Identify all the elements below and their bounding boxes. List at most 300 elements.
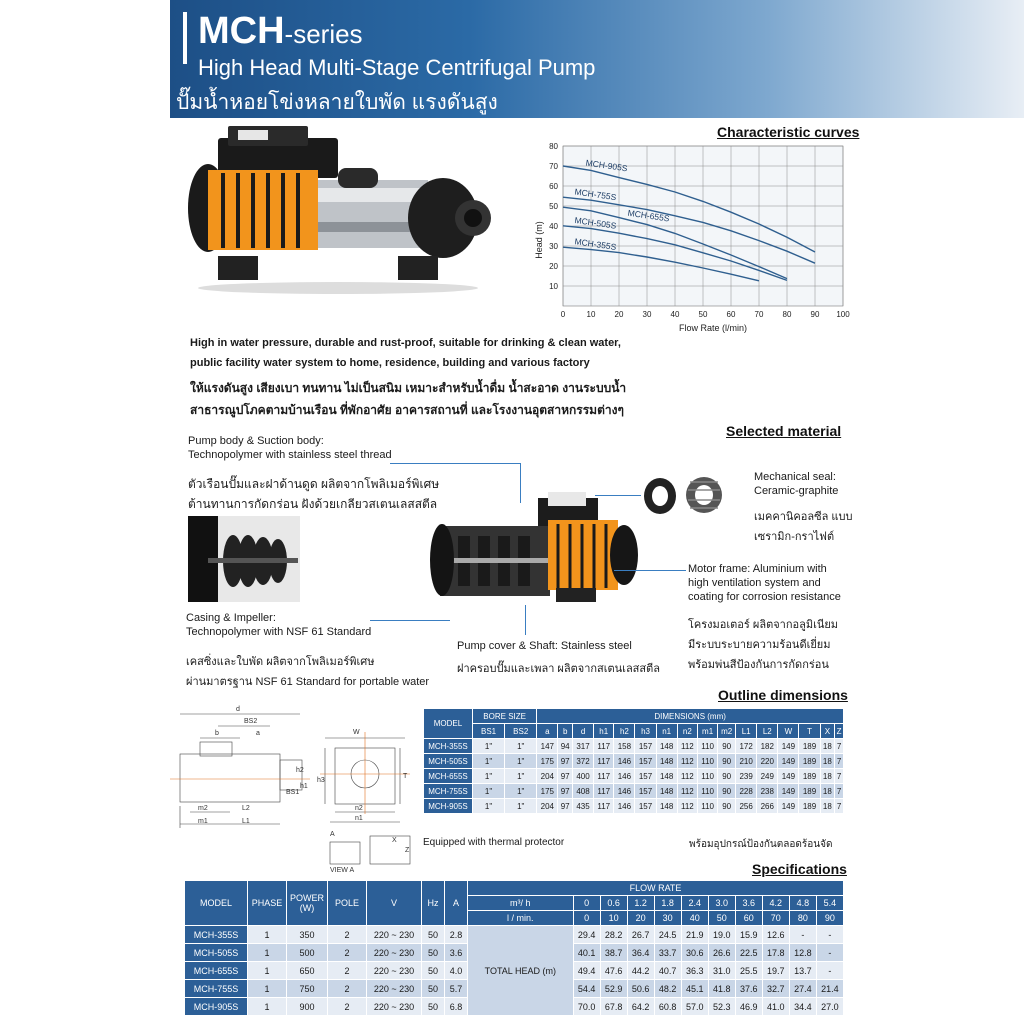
cover-thai: ฝาครอบปั๊มและเพลา ผลิตจากสเตนเลสสตีล (457, 663, 660, 675)
spec-head-cell: 27.4 (789, 980, 816, 998)
dim-label-n2: n2 (355, 805, 363, 812)
spec-head-cell: 38.7 (600, 944, 627, 962)
dim-cell: 117 (594, 739, 614, 754)
callout-line-seal (595, 495, 641, 496)
dim-cell: 1" (505, 784, 537, 799)
view-a-label: VIEW A (330, 867, 355, 874)
spec-lmin-cell: 90 (816, 911, 843, 926)
spec-head-cell: - (816, 962, 843, 980)
dim-cell: 7 (835, 754, 844, 769)
dim-cell: 110 (697, 739, 717, 754)
chart-y-label: Head (m) (534, 221, 544, 259)
spec-head-cell: 64.2 (627, 998, 654, 1016)
x-tick-label: 40 (670, 310, 680, 319)
x-tick-label: 90 (810, 310, 820, 319)
spec-h-a: A (445, 881, 468, 926)
spec-m3h-cell: 3.6 (735, 896, 762, 911)
dim-h-bore: BORE SIZE (473, 709, 537, 724)
thermal-note-english: Equipped with thermal protector (423, 837, 565, 848)
dim-cell: 18 (820, 754, 835, 769)
spec-lmin-cell: 50 (708, 911, 735, 926)
dim-cell: 372 (572, 754, 593, 769)
dim-cell: 146 (614, 754, 635, 769)
pump-body-th1: ตัวเรือนปั๊มและฝาด้านดูด ผลิตจากโพลิเมอร์พิเศษ (188, 477, 440, 491)
dim-cell: 7 (835, 784, 844, 799)
spec-pole-cell: 2 (328, 926, 367, 944)
spec-head-cell: 31.0 (708, 962, 735, 980)
dim-cell: 7 (835, 799, 844, 814)
dim-cell: 239 (736, 769, 757, 784)
dim-cell: 149 (778, 784, 799, 799)
y-tick-label: 20 (549, 262, 558, 271)
spec-pole-cell: 2 (328, 980, 367, 998)
dim-h-model: MODEL (424, 709, 473, 739)
dim-cell: 317 (572, 739, 593, 754)
series-label: MCH-755S (573, 186, 617, 203)
motor-en2: high ventilation system and (688, 577, 821, 589)
callout-line-cover (525, 605, 526, 635)
dim-col-n1: n1 (656, 724, 677, 739)
spec-head-cell: 25.5 (735, 962, 762, 980)
dim-col-l2: L2 (757, 724, 778, 739)
dim-cell: 148 (656, 769, 677, 784)
spec-head-cell: 34.4 (789, 998, 816, 1016)
intro-english (190, 333, 621, 373)
table-row (185, 926, 844, 944)
spec-head-cell: 26.6 (708, 944, 735, 962)
spec-m3h-cell: 1.8 (654, 896, 681, 911)
dim-cell: 112 (677, 784, 697, 799)
spec-head-cell: 50.6 (627, 980, 654, 998)
spec-phase-cell: 1 (248, 944, 287, 962)
pump-cutaway-image (428, 488, 640, 616)
dim-label-x: X (392, 837, 397, 844)
dim-col-h1: h1 (594, 724, 614, 739)
callout-line-motor (614, 570, 686, 571)
dim-cell: 1" (505, 769, 537, 784)
dim-cell: 112 (677, 754, 697, 769)
dim-label-h1: h1 (300, 783, 308, 790)
dim-col-h2: h2 (614, 724, 635, 739)
dim-cell: 148 (656, 799, 677, 814)
dim-cell: 172 (736, 739, 757, 754)
header-accent-bar (183, 12, 187, 64)
seal-en2: Ceramic-graphite (754, 485, 839, 497)
spec-lmin-cell: 70 (762, 911, 789, 926)
spec-m3h-cell: 3.0 (708, 896, 735, 911)
spec-m3h-cell: 1.2 (627, 896, 654, 911)
spec-a-cell: 5.7 (445, 980, 468, 998)
characteristic-chart (528, 140, 848, 340)
dim-cell: 157 (635, 754, 656, 769)
dim-col-bs1: BS1 (473, 724, 505, 739)
spec-phase-cell: 1 (248, 980, 287, 998)
dim-cell: 157 (635, 799, 656, 814)
dim-label-m1: m1 (198, 818, 208, 825)
dim-col-bs2: BS2 (505, 724, 537, 739)
seal-callout (754, 470, 838, 498)
spec-head-cell: 21.4 (816, 980, 843, 998)
spec-pole-cell: 2 (328, 944, 367, 962)
thermal-note-thai: พร้อมอุปกรณ์ป้องกันตลอดร้อนจัด (689, 839, 833, 850)
outline-dimensions-title: Outline dimensions (718, 687, 848, 703)
casing-th1: เคสซิ่งและใบพัด ผลิตจากโพลิเมอร์พิเศษ (186, 656, 375, 668)
dim-col-l1: L1 (736, 724, 757, 739)
spec-phase-cell: 1 (248, 998, 287, 1016)
motor-en1: Motor frame: Aluminium with (688, 563, 827, 575)
casing-th2: ผ่านมาตรฐาน NSF 61 Standard for portable water (186, 676, 430, 688)
dim-cell: 189 (799, 739, 820, 754)
dim-cell: 110 (697, 799, 717, 814)
dim-cell: 220 (757, 754, 778, 769)
spec-hz-cell: 50 (422, 944, 445, 962)
spec-head-cell: 19.7 (762, 962, 789, 980)
dim-label-n1: n1 (355, 815, 363, 822)
spec-hz-cell: 50 (422, 998, 445, 1016)
dim-col-x: X (820, 724, 835, 739)
spec-power-cell: 750 (287, 980, 328, 998)
dim-cell: 400 (572, 769, 593, 784)
dim-col-z: Z (835, 724, 844, 739)
spec-m3h-cell: 4.8 (789, 896, 816, 911)
cover-callout: Pump cover & Shaft: Stainless steel (457, 640, 632, 652)
dim-cell: 1" (473, 739, 505, 754)
dim-cell: 1" (505, 739, 537, 754)
dim-label-bs2: BS2 (244, 718, 258, 725)
motor-th3: พร้อมพ่นสีป้องกันการกัดกร่อน (688, 659, 829, 671)
series-label: MCH-905S (585, 157, 629, 174)
spec-power-cell: 900 (287, 998, 328, 1016)
spec-head-cell: 67.8 (600, 998, 627, 1016)
x-tick-label: 70 (754, 310, 764, 319)
spec-head-cell: 37.6 (735, 980, 762, 998)
pump-body-thai (188, 474, 439, 514)
spec-lmin-cell: 30 (654, 911, 681, 926)
spec-unit-lmin: l / min. (468, 911, 574, 926)
x-tick-label: 20 (614, 310, 624, 319)
dim-cell: 18 (820, 784, 835, 799)
dim-col-d: d (572, 724, 593, 739)
spec-lmin-cell: 40 (681, 911, 708, 926)
dim-label-a-arrow: A (330, 831, 335, 838)
dim-label-bs1: BS1 (286, 789, 300, 796)
table-row (424, 769, 844, 784)
dim-label-l1: L1 (242, 818, 250, 825)
spec-pole-cell: 2 (328, 998, 367, 1016)
spec-m3h-cell: 0.6 (600, 896, 627, 911)
dim-cell: 110 (697, 754, 717, 769)
dim-cell: 157 (635, 769, 656, 784)
mechanical-seal-photo (640, 470, 730, 520)
intro-thai-line2: สาธารณูปโภคตามบ้านเรือน ที่พักอาศัย อาคารสถานที่ และโรงงานอุตสาหกรรมต่างๆ (190, 403, 624, 417)
casing-en2: Technopolymer with NSF 61 Standard (186, 626, 372, 638)
spec-lmin-cell: 20 (627, 911, 654, 926)
dim-cell: 146 (614, 799, 635, 814)
spec-head-cell: 52.3 (708, 998, 735, 1016)
spec-head-cell: - (789, 926, 816, 944)
spec-power-cell: 350 (287, 926, 328, 944)
dim-label-h2: h2 (296, 767, 304, 774)
dim-col-t: T (799, 724, 820, 739)
dim-model-cell: MCH-905S (424, 799, 473, 814)
spec-head-cell: 47.6 (600, 962, 627, 980)
spec-h-pole: POLE (328, 881, 367, 926)
spec-v-cell: 220 ~ 230 (367, 944, 422, 962)
spec-h-model: MODEL (185, 881, 248, 926)
dim-cell: 90 (718, 769, 736, 784)
impeller-photo (188, 516, 300, 602)
spec-head-cell: 40.7 (654, 962, 681, 980)
dim-model-cell: MCH-655S (424, 769, 473, 784)
dim-cell: 18 (820, 769, 835, 784)
spec-phase-cell: 1 (248, 926, 287, 944)
spec-head-cell: 36.4 (627, 944, 654, 962)
y-tick-label: 60 (549, 182, 558, 191)
dim-cell: 117 (594, 769, 614, 784)
seal-th2: เซรามิก-กราไฟต์ (754, 531, 835, 543)
spec-head-cell: 15.9 (735, 926, 762, 944)
dim-cell: 157 (635, 739, 656, 754)
dim-col-h3: h3 (635, 724, 656, 739)
y-tick-label: 10 (549, 282, 558, 291)
spec-head-cell: 17.8 (762, 944, 789, 962)
x-tick-label: 10 (586, 310, 596, 319)
dim-cell: 97 (558, 799, 573, 814)
dim-cell: 148 (656, 784, 677, 799)
spec-m3h-cell: 0 (573, 896, 600, 911)
series-label: MCH-655S (627, 207, 671, 224)
spec-v-cell: 220 ~ 230 (367, 998, 422, 1016)
series-label: MCH-355S (573, 236, 617, 252)
dim-cell: 112 (677, 739, 697, 754)
dim-cell: 148 (656, 739, 677, 754)
dim-col-m2: m2 (718, 724, 736, 739)
dim-col-w: W (778, 724, 799, 739)
dim-cell: 97 (558, 754, 573, 769)
callout-line-casing (370, 620, 450, 621)
spec-lmin-cell: 10 (600, 911, 627, 926)
y-tick-label: 40 (549, 222, 558, 231)
dim-cell: 112 (677, 769, 697, 784)
spec-model-cell: MCH-355S (185, 926, 248, 944)
dim-cell: 149 (778, 754, 799, 769)
dim-label-m2: m2 (198, 805, 208, 812)
intro-thai-line1: ให้แรงดันสูง เสียงเบา ทนทาน ไม่เป็นสนิม เหมาะสำหรับน้ำดื่ม น้ำสะอาด งานระบบน้ำ (190, 381, 627, 395)
dim-cell: 149 (778, 769, 799, 784)
x-tick-label: 50 (698, 310, 708, 319)
spec-head-cell: 29.4 (573, 926, 600, 944)
dim-cell: 97 (558, 784, 573, 799)
spec-head-cell: 27.0 (816, 998, 843, 1016)
spec-v-cell: 220 ~ 230 (367, 962, 422, 980)
spec-hz-cell: 50 (422, 962, 445, 980)
dim-cell: 112 (677, 799, 697, 814)
dim-cell: 147 (537, 739, 558, 754)
spec-lmin-cell: 80 (789, 911, 816, 926)
dim-cell: 146 (614, 769, 635, 784)
dim-label-b: b (215, 730, 219, 737)
dim-cell: 18 (820, 739, 835, 754)
spec-table-body (185, 926, 844, 1016)
spec-head-cell: 12.8 (789, 944, 816, 962)
spec-head-cell: 28.2 (600, 926, 627, 944)
dim-cell: 189 (799, 754, 820, 769)
spec-head-cell: 26.7 (627, 926, 654, 944)
dim-table-header-row1 (424, 709, 844, 724)
y-tick-label: 30 (549, 242, 558, 251)
dim-cell: 408 (572, 784, 593, 799)
spec-lmin-cell: 0 (573, 911, 600, 926)
dim-model-cell: MCH-505S (424, 754, 473, 769)
spec-m3h-cell: 5.4 (816, 896, 843, 911)
dim-label-t: T (403, 773, 408, 780)
motor-callout (688, 562, 841, 604)
spec-model-cell: MCH-505S (185, 944, 248, 962)
dim-cell: 435 (572, 799, 593, 814)
brand-name: MCH (198, 10, 285, 52)
dim-label-d: d (236, 706, 240, 713)
dim-cell: 146 (614, 784, 635, 799)
spec-model-cell: MCH-755S (185, 980, 248, 998)
dim-cell: 110 (697, 769, 717, 784)
dim-cell: 7 (835, 739, 844, 754)
spec-head-cell: 40.1 (573, 944, 600, 962)
spec-head-cell: - (816, 944, 843, 962)
spec-pole-cell: 2 (328, 962, 367, 980)
pump-body-callout (188, 434, 392, 462)
dim-cell: 1" (505, 754, 537, 769)
dim-cell: 157 (635, 784, 656, 799)
spec-head-cell: 13.7 (789, 962, 816, 980)
specifications-table (184, 880, 844, 1016)
x-tick-label: 30 (642, 310, 652, 319)
dim-cell: 228 (736, 784, 757, 799)
dim-table-header-row2 (424, 724, 844, 739)
spec-a-cell: 3.6 (445, 944, 468, 962)
spec-unit-m3h: m³/ h (468, 896, 574, 911)
chart-x-label: Flow Rate (l/min) (678, 323, 748, 333)
dim-cell: 1" (473, 784, 505, 799)
spec-head-cell: 70.0 (573, 998, 600, 1016)
spec-head-cell: 19.0 (708, 926, 735, 944)
dim-model-cell: MCH-755S (424, 784, 473, 799)
spec-head-cell: 36.3 (681, 962, 708, 980)
seal-th1: เมคคานิคอลซีล แบบ (754, 511, 853, 523)
spec-head-cell: 30.6 (681, 944, 708, 962)
motor-en3: coating for corrosion resistance (688, 591, 841, 603)
dim-cell: 148 (656, 754, 677, 769)
dim-cell: 249 (757, 769, 778, 784)
spec-m3h-cell: 2.4 (681, 896, 708, 911)
spec-power-cell: 650 (287, 962, 328, 980)
subtitle-english: High Head Multi-Stage Centrifugal Pump (198, 55, 596, 80)
dim-h-dims: DIMENSIONS (mm) (537, 709, 844, 724)
spec-h-flow: FLOW RATE (468, 881, 844, 896)
x-tick-label: 80 (782, 310, 792, 319)
dim-table-body (424, 739, 844, 814)
spec-h-phase: PHASE (248, 881, 287, 926)
motor-thai (688, 615, 838, 675)
dim-cell: 266 (757, 799, 778, 814)
dim-label-h3: h3 (317, 777, 325, 784)
pump-body-th2: ต้านทานการกัดกร่อน ฝังด้วยเกลียวสเตนเลสสตีล (188, 497, 438, 511)
spec-head-cell: 45.1 (681, 980, 708, 998)
dim-cell: 1" (505, 799, 537, 814)
casing-callout (186, 611, 371, 639)
dim-cell: 175 (537, 784, 558, 799)
motor-th2: มีระบบระบายความร้อนดีเยี่ยม (688, 639, 831, 651)
spec-head-cell: 60.8 (654, 998, 681, 1016)
spec-head-cell: 24.5 (654, 926, 681, 944)
dim-cell: 90 (718, 799, 736, 814)
dim-cell: 149 (778, 799, 799, 814)
dim-cell: 175 (537, 754, 558, 769)
spec-head-cell: 21.9 (681, 926, 708, 944)
characteristic-curves-title: Characteristic curves (717, 124, 860, 140)
table-row (424, 799, 844, 814)
dim-cell: 90 (718, 739, 736, 754)
dim-cell: 204 (537, 799, 558, 814)
dim-col-m1: m1 (697, 724, 717, 739)
spec-h-power: POWER (W) (287, 881, 328, 926)
spec-v-cell: 220 ~ 230 (367, 980, 422, 998)
subtitle-thai: ปั๊มน้ำหอยโข่งหลายใบพัด แรงดันสูง (176, 91, 498, 114)
spec-h-hz: Hz (422, 881, 445, 926)
spec-head-cell: 32.7 (762, 980, 789, 998)
dim-cell: 94 (558, 739, 573, 754)
dim-cell: 182 (757, 739, 778, 754)
brand-title (198, 10, 363, 53)
table-row (424, 754, 844, 769)
spec-a-cell: 2.8 (445, 926, 468, 944)
spec-h-v: V (367, 881, 422, 926)
spec-v-cell: 220 ~ 230 (367, 926, 422, 944)
seal-thai (754, 507, 852, 547)
dim-label-w: W (353, 729, 360, 736)
spec-head-cell: 54.4 (573, 980, 600, 998)
spec-head-cell: 22.5 (735, 944, 762, 962)
spec-head-cell: 33.7 (654, 944, 681, 962)
intro-english-line2: public facility water system to home, residence, building and various factory (190, 357, 590, 369)
outline-drawing (170, 702, 415, 877)
dim-cell: 204 (537, 769, 558, 784)
dim-cell: 1" (473, 769, 505, 784)
dim-cell: 117 (594, 799, 614, 814)
seal-en1: Mechanical seal: (754, 471, 836, 483)
x-tick-label: 0 (560, 310, 566, 319)
table-row (424, 784, 844, 799)
casing-en1: Casing & Impeller: (186, 612, 276, 624)
spec-head-cell: 41.0 (762, 998, 789, 1016)
y-tick-label: 70 (549, 162, 558, 171)
pump-product-image (178, 118, 498, 298)
brand-suffix: -series (284, 19, 363, 49)
dim-cell: 1" (473, 799, 505, 814)
spec-head-cell: - (816, 926, 843, 944)
pump-body-en1: Pump body & Suction body: (188, 435, 324, 447)
y-tick-label: 80 (549, 142, 558, 151)
table-row (424, 739, 844, 754)
dim-label-a: a (256, 730, 260, 737)
spec-a-cell: 6.8 (445, 998, 468, 1016)
dimensions-table (423, 708, 844, 814)
spec-hz-cell: 50 (422, 926, 445, 944)
spec-head-cell: 57.0 (681, 998, 708, 1016)
specifications-title: Specifications (752, 861, 847, 877)
y-tick-label: 50 (549, 202, 558, 211)
dim-cell: 117 (594, 754, 614, 769)
spec-head-cell: 46.9 (735, 998, 762, 1016)
